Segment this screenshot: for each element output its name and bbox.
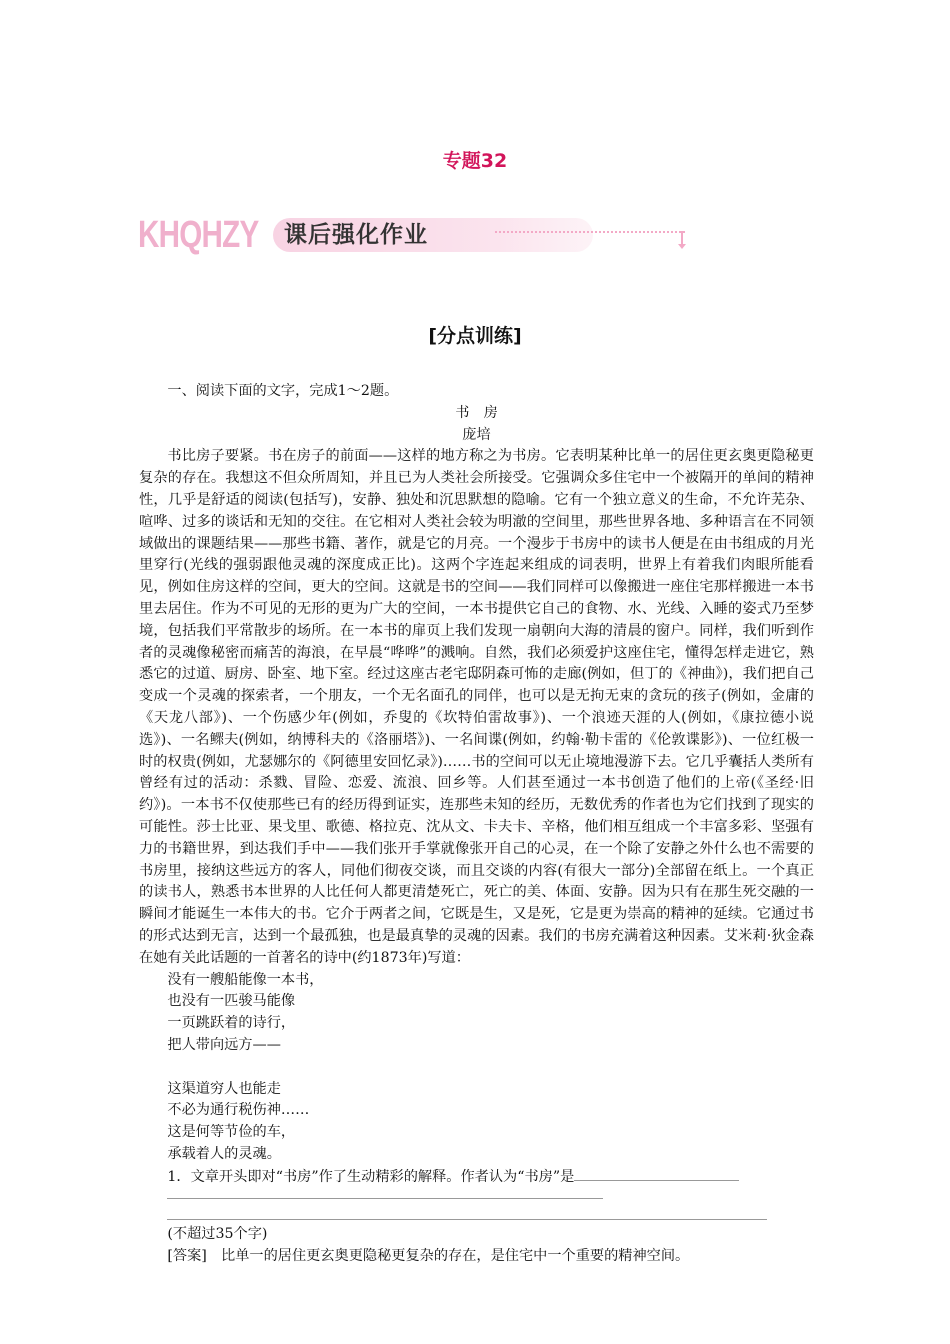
poem-line: 这是何等节俭的车，	[167, 1124, 296, 1141]
article-title: 书 房	[455, 404, 498, 421]
question-1-text: 1．文章开头即对“书房”作了生动精彩的解释。作者认为“书房”是	[167, 1168, 575, 1185]
banner-dotted-line	[495, 231, 685, 233]
poem-line: 一页跳跃着的诗行，	[167, 1015, 296, 1032]
poem-line: 承载着人的灵魂。	[167, 1145, 281, 1162]
banner-abbreviation: KHQHZY	[138, 214, 259, 256]
poem-line: 不必为通行税伤神……	[167, 1102, 310, 1119]
question-instruction: 一、阅读下面的文字，完成1～2题。	[167, 383, 399, 399]
poem-line: 也没有一匹骏马能像	[167, 993, 296, 1010]
poem-line: 没有一艘船能像一本书，	[167, 971, 324, 988]
stanza-gap	[139, 1057, 814, 1079]
answer-blank-line[interactable]	[167, 1188, 603, 1199]
banner-arrow-icon	[681, 231, 683, 245]
banner-title: 课后强化作业	[284, 222, 428, 248]
topic-title: 专题32	[442, 150, 508, 172]
poem-line: 把人带向远方——	[167, 1036, 281, 1053]
poem	[139, 970, 814, 1166]
article-body: 书比房子要紧。书在房子的前面——这样的地方称之为书房。它表明某种比单一的居住更玄奥更隐秘更复杂的存在。我想这不但众所周知，并且已为人类社会所接受。它强调众多住宅中一个被隔开的单间的精神性，几乎是舒适的阅读(包括写)，安静、独处和沉思默想的隐喻。它有一个独立意义的生命，不允许芜杂、喧哗、过多的谈话和无知的交往。在它相对人类社会较为明澈的空间里，那些世界各地、多种语言在不同领域做出的课题结果——那些书籍、著作，就是它的月亮。一个漫步于书房中的读书人便是在由书组成的月光里穿行(光线的强弱跟他灵魂的深度成正比)。这两个字连起来组成的词表明，世界上有着我们肉眼所能看见，例如住房这样的空间，更大的空间。这就是书的空间——我们同样可以像搬进一座住宅那样搬进一本书里去居住。作为不可见的无形的更为广大的空间，一本书提供它自己的食物、水、光线、入睡的姿式乃至梦境，包括我们平常散步的场所。在一本书的扉页上我们发现一扇朝向大海的清晨的窗户。同样，我们听到作者的灵魂像秘密而痛苦的海浪，在早晨“哗哗”的溅响。自然，我们必须爱护这座住宅，懂得怎样走进它，熟悉它的过道、厨房、卧室、地下室。经过这座古老宅邸阴森可怖的走廊(例如，但丁的《神曲》)，我们把自己变成一个灵魂的探索者，一个朋友，一个无名面孔的同伴，也可以是无拘无束的贪玩的孩子(例如，金庸的《天龙八部》)、一个伤感少年(例如，乔叟的《坎特伯雷故事》)、一个浪迹天涯的人(例如，《康拉德小说选》)、一名鳏夫(例如，纳博科夫的《洛丽塔》)、一名间谍(例如，约翰·勒卡雷的《伦敦谍影》)、一位红极一时的权贵(例如，尤瑟娜尔的《阿德里安回忆录》)……书的空间可以无止境地漫游下去。它几乎囊括人类所有曾经有过的活动：杀戮、冒险、恋爱、流浪、回乡等。人们甚至通过一本书创造了他们的上帝(《圣经·旧约》)。一本书不仅使那些已有的经历得到证实，连那些未知的经历，无数优秀的作者也为它们找到了现实的可能性。莎士比亚、果戈里、歌德、格拉克、沈从文、卡夫卡、辛格，他们相互组成一个丰富多彩、坚强有力的书籍世界，到达我们手中——我们张开手掌就像张开自己的心灵，在一个除了安静之外什么也不需要的书房里，接纳这些远方的客人，同他们彻夜交谈，而且交谈的内容(有很大一部分)全部留在纸上。一个真正的读书人，熟悉书本世界的人比任何人都更清楚死亡，死亡的美、体面、安静。因为只有在那生死交融的一瞬间才能诞生一本伟大的书。它介于两者之间，它既是生，又是死，它是更为崇高的精神的延续。它通过书的形式达到无言，达到一个最孤独，也是最真挚的灵魂的因素。我们的书房充满着这种因素。艾米莉·狄金森在她有关此话题的一首著名的诗中(约1873年)写道：	[139, 448, 814, 966]
answer-text: 比单一的居住更玄奥更隐秘更复杂的存在，是住宅中一个重要的精神空间。	[221, 1248, 690, 1265]
question-1	[139, 1166, 814, 1189]
section-heading: [分点训练]	[428, 325, 522, 347]
poem-line: 这渠道穷人也能走	[167, 1080, 281, 1097]
answer-line	[139, 1246, 814, 1268]
answer-tag: [答案]	[167, 1248, 207, 1265]
word-limit-note: (不超过35个字)	[167, 1226, 268, 1243]
answer-blank-line[interactable]	[167, 1209, 767, 1220]
answer-blank[interactable]	[574, 1166, 739, 1181]
article-author: 庞培	[462, 426, 491, 443]
section-banner	[138, 214, 498, 256]
document-content	[139, 381, 814, 1268]
